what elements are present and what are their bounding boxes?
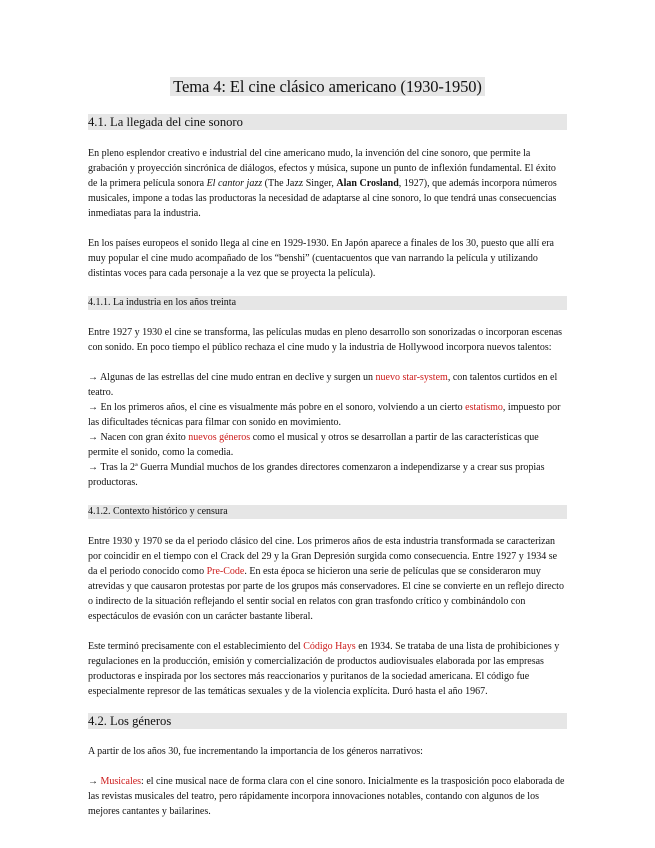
section-heading-4-1-1: 4.1.1. La industria en los años treinta bbox=[88, 296, 567, 310]
section-heading-4-1: 4.1. La llegada del cine sonoro bbox=[88, 114, 567, 130]
section-heading-4-2: 4.2. Los géneros bbox=[88, 713, 567, 729]
film-title: El cantor jazz bbox=[206, 178, 263, 189]
paragraph-precode: Entre 1930 y 1970 se da el periodo clásico del cine. Los primeros años de esta industria transformada se caracterizan por coincidir en el tiempo con el Crack del 29 y la Gran Depresión surgida como consecuencia. Entre 1927 y 1934 se da el periodo conocido como Pre-Code. En esta época se hicieron una serie de películas que se consideraron muy atrevidas y que causaron protestas por parte de los grupos más conservadores. El cine se convierte en un reflejo directo o indirecto de la situación reflejando el sentir social en relatos con gran trasfondo crítico y combinándolo con espectáculos de evasión con un carácter bastante liberal. bbox=[88, 536, 564, 622]
bullet-musicales: → Musicales: el cine musical nace de forma clara con el cine sonoro. Inicialmente es la trasposición poco elaborada de las revistas musicales del teatro, pero rápidamente incorpora innovaciones notables, contando con algunos de los mejores cantantes y bailarines. bbox=[88, 776, 565, 817]
director-name: Alan Crosland bbox=[336, 178, 399, 189]
bullet-list-industria bbox=[88, 370, 567, 490]
bullet-nuevos-generos: → Nacen con gran éxito nuevos géneros como el musical y otros se desarrollan a partir de las características que permite el sonido, como la comedia. bbox=[88, 432, 539, 458]
precode-term: Pre-Code bbox=[206, 566, 245, 577]
bullet-star-system: → Algunas de las estrellas del cine mudo entran en declive y surgen un nuevo star-system, con talentos curtidos en el teatro. bbox=[88, 372, 558, 398]
title-wrap bbox=[88, 0, 567, 97]
paragraph-codigo-hays: Este terminó precisamente con el establecimiento del Código Hays en 1934. Se trataba de una lista de prohibiciones y regulaciones en la producción, emisión y comercialización de productos audiovisuales elaborada por las empresas productoras e inspirada por los sectores más reaccionarios y puritanos de la sociedad americana. El código fue especialmente represor de las temáticas sexuales y de la violencia explícita. Duró hasta el año 1967. bbox=[88, 641, 560, 697]
paragraph-sonoro-intro: En pleno esplendor creativo e industrial del cine americano mudo, la invención del cine sonoro, que permite la grabación y proyección sincrónica de diálogos, efectos y música, supone un punto de inflexión fundamental. El éxito de la primera película sonora El cantor jazz (The Jazz Singer, Alan Crosland, 1927), que además incorpora números musicales, impone a todas las productoras la necesidad de adaptarse al cine sonoro, lo que tendrá unas consecuencias inmediatas para la industria. bbox=[88, 148, 557, 219]
bullet-productoras: → Tras la 2ª Guerra Mundial muchos de los grandes directores comenzaron a independizarse y a crear sus propias productoras. bbox=[88, 462, 545, 488]
document-title: Tema 4: El cine clásico americano (1930-1950) bbox=[170, 77, 485, 96]
section-heading-4-1-2: 4.1.2. Contexto histórico y censura bbox=[88, 505, 567, 519]
codigo-hays-term: Código Hays bbox=[303, 641, 356, 652]
paragraph-europe-japan: En los países europeos el sonido llega al cine en 1929-1930. En Japón aparece a finales de los 30, puesto que allí era muy popular el cine mudo acompañado de los “benshi” (cuentacuentos que van narrando la película y utilizando distintas voces para cada personaje a la vez que se proyecta la película). bbox=[88, 238, 554, 279]
bullet-estatismo: → En los primeros años, el cine es visualmente más pobre en el sonoro, volviendo a un cierto estatismo, impuesto por las dificultades técnicas para filmar con sonido en movimiento. bbox=[88, 402, 561, 428]
paragraph-generos-intro: A partir de los años 30, fue incrementando la importancia de los géneros narrativos: bbox=[88, 746, 423, 757]
paragraph-industria-intro: Entre 1927 y 1930 el cine se transforma, las películas mudas en pleno desarrollo son sonorizadas o incorporan escenas con sonido. En poco tiempo el público rechaza el cine mudo y la industria de Hollywood incorpora nuevos talentos: bbox=[88, 327, 563, 353]
